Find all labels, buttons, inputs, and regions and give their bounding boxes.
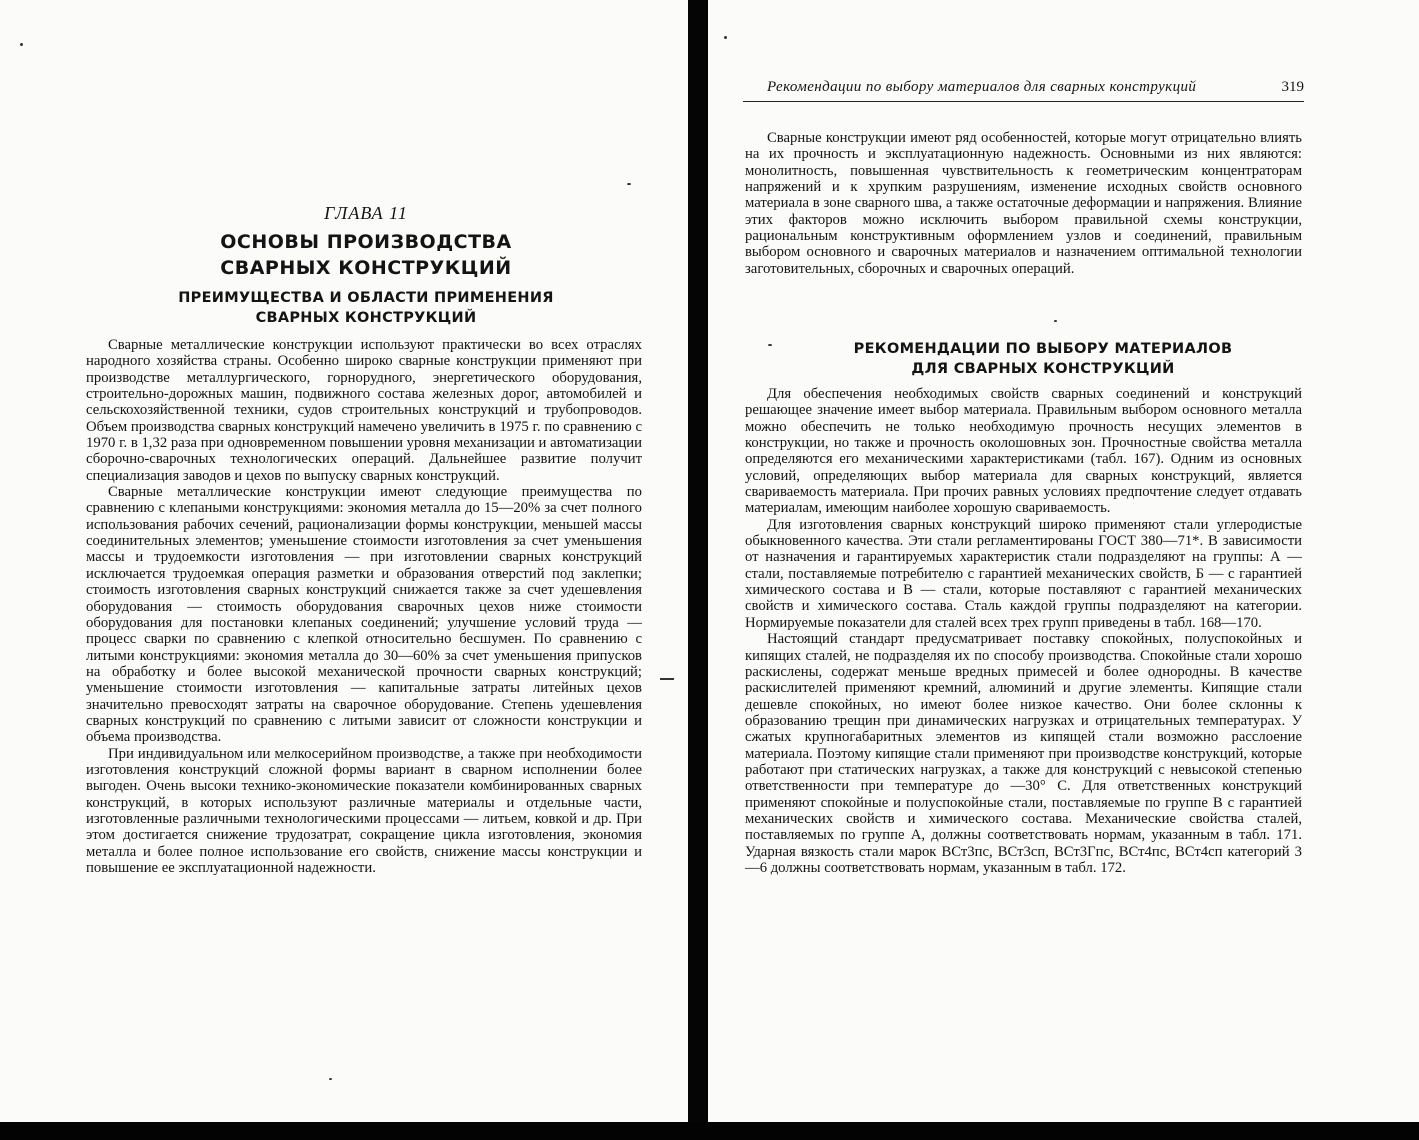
left-body-text — [86, 337, 642, 876]
page-number: 319 — [1281, 79, 1304, 95]
section-title-line1: ПРЕИМУЩЕСТВА И ОБЛАСТИ ПРИМЕНЕНИЯ — [178, 290, 554, 306]
scan-speck — [660, 678, 674, 680]
paragraph: Сварные металлические конструкции имеют следующие преимущества по сравнению с клепаными конструкциями: экономия металла до 15—20% за счет полного использования рабочих сечений, рационализации формы конструкции, меньшей массы соединительных элементов; уменьшение стоимости изготовления за счет уменьшения массы и трудоемкости изготовления — при изготовлении сварных конструкций исключается трудоемкая операция разметки и образования отверстий под заклепки; стоимость изготовления сварных конструкций снижается также за счет удешевления оборудования — стоимость оборудования сварочных цехов ниже стоимости оборудования для постановки клепаных соединений; улучшение условий труда — процесс сварки по сравнению с клепкой относительно бесшумен. По сравнению с литыми конструкциями: экономия металла до 30—60% за счет уменьшения припусков на обработку и более высокой механической прочности сварных конструкций; уменьшение стоимости изготовления — капитальные затраты литейных цехов значительно превосходят затраты на сварочное оборудование. Степень удешевления сварных конструкций по сравнению с литыми зависит от сложности конструкции и объема производства. — [86, 484, 642, 746]
paragraph: Для изготовления сварных конструкций широко применяют стали углеродистые обыкновенного качества. Эти стали регламентированы ГОСТ 380—71*. В зависимости от назначения и гарантируемых характеристик стали подразделяют на группы: А — стали, поставляемые потребителю с гарантией механических свойств, Б — с гарантией химического состава и В — стали, которые поставляют с гарантией механических свойств и химического состава. Сталь каждой группы подразделяют на категории. Нормируемые показатели для сталей всех трех групп приведены в табл. 168—170. — [745, 516, 1302, 631]
right-body-text — [745, 386, 1302, 876]
section-title-line1: РЕКОМЕНДАЦИИ ПО ВЫБОРУ МАТЕРИАЛОВ — [853, 341, 1233, 357]
scan-speck — [1054, 320, 1057, 322]
right-intro-text — [745, 130, 1302, 277]
paragraph: Сварные металлические конструкции используют практически во всех отраслях народного хозяйства страны. Особенно широко сварные конструкции применяют при производстве металлургического, горнорудного, энергетического оборудования, строительно-дорожных машин, подвижного состава железных дорог, автомобилей и сельскохозяйственной техники, судов строительных конструкций и трубопроводов. Объем производства сварных конструкций намечено увеличить в 1975 г. по сравнению с 1970 г. в 1,32 раза при одновременном повышении уровня механизации и автоматизации сборочно-сварочных технологических операций. Дальнейшее развитие получит специализация заводов и цехов по выпуску сварных конструкций. — [86, 337, 642, 484]
paragraph: Настоящий стандарт предусматривает поставку спокойных, полуспокойных и кипящих сталей, не подразделяя их по способу производства. Спокойные стали хорошо раскислены, содержат меньше вредных примесей и более однородны. В качестве раскислителей применяют кремний, алюминий и другие элементы. Кипящие стали дешевле спокойных, но имеют более низкое качество. Они более склонны к образованию трещин при динамических нагрузках и отрицательных температурах. У сжатых крупногабаритных элементов из кипящей стали возможно расслоение материала. Поэтому кипящие стали применяют при производстве конструкций, которые работают при статических нагрузках, а также для конструкций с невысокой степенью ответственности при температуре до —30° С. Для ответственных конструкций применяют спокойные и полуспокойные стали, поставляемые по группе В с гарантией механических свойств и химического состава. Механические свойства сталей, поставляемых по группе А, должны соответствовать нормам, указанным в табл. 171. Ударная вязкость стали марок ВСт3пс, ВСт3сп, ВСт3Гпс, ВСт4пс, ВСт4сп категорий 3—6 должны соответствовать нормам, указанным в табл. 172. — [745, 631, 1302, 876]
scan-speck — [329, 1078, 332, 1080]
paragraph: Для обеспечения необходимых свойств сварных соединений и конструкций решающее значение имеет выбор материала. Правильным выбором основного металла можно обеспечить не только необходимую прочность несущих элементов в конструкции, но также и прочность околошовных зон. Прочностные свойства металла определяются его механическими характеристиками (табл. 167). Одним из основных условий, определяющих выбор материала для сварных конструкций, является свариваемость материала. При прочих равных условиях предпочтение следует отдавать материалам, имеющим наиболее хорошую свариваемость. — [745, 386, 1302, 517]
section-title-line2: СВАРНЫХ КОНСТРУКЦИЙ — [255, 310, 477, 326]
scan-speck — [20, 43, 23, 46]
scan-speck — [724, 36, 727, 39]
scan-speck — [627, 183, 631, 185]
section-title-advantages — [90, 288, 642, 328]
chapter-title — [90, 229, 642, 281]
chapter-title-line2: СВАРНЫХ КОНСТРУКЦИЙ — [220, 257, 512, 279]
section-title-line2: ДЛЯ СВАРНЫХ КОНСТРУКЦИЙ — [911, 361, 1175, 377]
chapter-label: ГЛАВА 11 — [324, 203, 408, 223]
chapter-title-line1: ОСНОВЫ ПРОИЗВОДСТВА — [220, 231, 512, 253]
right-page — [708, 0, 1419, 1122]
scan-speck — [768, 344, 772, 346]
running-header — [743, 79, 1304, 102]
section-title-materials — [808, 339, 1278, 379]
left-page — [0, 0, 688, 1122]
scan-bottom-edge — [0, 1122, 1419, 1140]
paragraph: При индивидуальном или мелкосерийном производстве, а также при необходимости изготовления конструкций сложной формы вариант в сварном исполнении более выгоден. Очень высоки технико-экономические показатели комбинированных сварных конструкций, в которых используют различные материалы и отдельные части, изготовленные различными технологическими процессами — литьем, ковкой и др. При этом достигается снижение трудозатрат, сокращение цикла изготовления, экономия металла и более полное использование его свойств, снижение массы конструкции и повышение ее эксплуатационной надежности. — [86, 745, 642, 876]
book-gutter — [688, 0, 708, 1140]
paragraph: Сварные конструкции имеют ряд особенностей, которые могут отрицательно влиять на их прочность и эксплуатационную надежность. Основными из них являются: монолитность, повышенная чувствительность к геометрическим концентраторам напряжений и к хрупким разрушениям, изменение исходных свойств основного материала в зоне сварного шва, а также остаточные деформации и напряжения. Влияние этих факторов можно исключить выбором правильной схемы конструкции, рациональным конструктивным оформлением узлов и соединений, правильным выбором основного и сварочных материалов и назначением оптимальной технологии заготовительных, сборочных и сварочных операций. — [745, 130, 1302, 277]
running-header-title: Рекомендации по выбору материалов для сварных конструкций — [767, 79, 1197, 95]
